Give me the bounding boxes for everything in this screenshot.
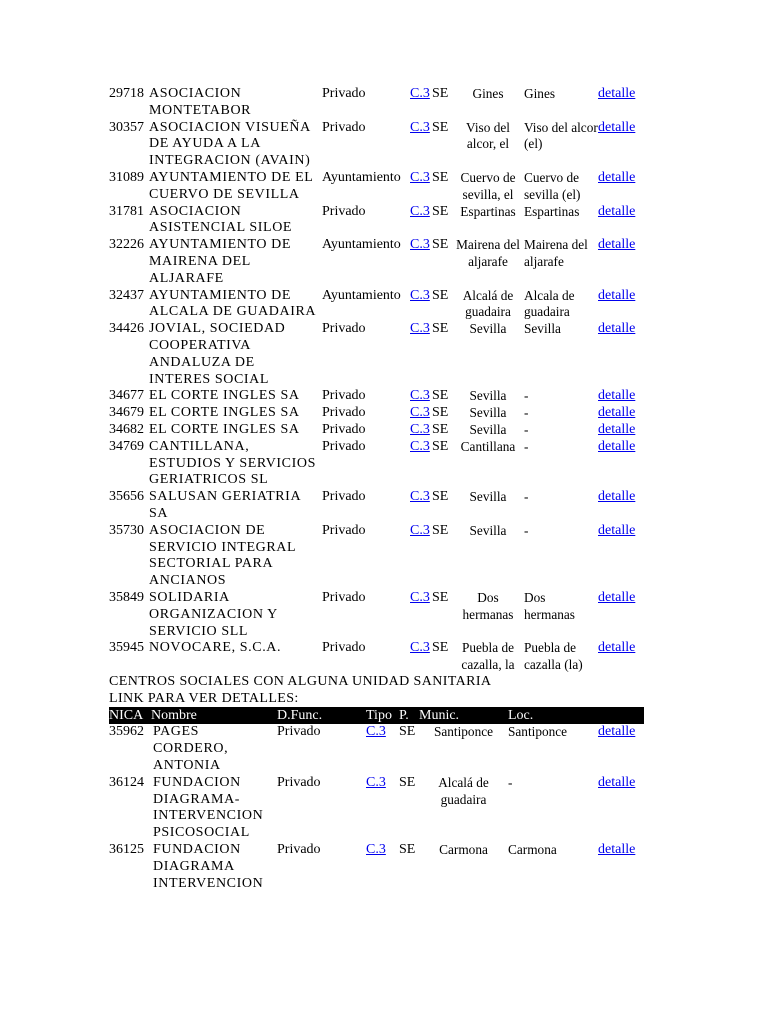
loc-cell: Viso del alcor (el)	[524, 119, 598, 152]
tipo-link[interactable]: C.3	[410, 203, 430, 219]
table-row	[109, 170, 644, 204]
detail-link[interactable]: detalle	[598, 388, 636, 404]
tipo-link-cell	[410, 439, 432, 489]
detail-link-cell	[598, 422, 644, 439]
tipo-link-cell	[366, 724, 399, 774]
tipo-link[interactable]: C.3	[410, 489, 430, 505]
name-cell: EL CORTE INGLES SA	[149, 388, 300, 404]
tipo-link-cell	[410, 86, 432, 120]
name-cell: FUNDACION DIAGRAMA-INTERVENCION PSICOSOCIAL	[153, 774, 264, 841]
prov-cell: SE	[432, 237, 449, 253]
detail-link[interactable]: detalle	[598, 86, 636, 101]
func-cell: Privado	[322, 388, 366, 404]
table-row	[109, 204, 644, 238]
loc-cell: Sevilla	[524, 321, 561, 337]
detail-link[interactable]: detalle	[598, 438, 636, 454]
nica-cell: 34426	[109, 321, 144, 337]
detail-link[interactable]: detalle	[598, 169, 636, 185]
table-row	[109, 405, 644, 422]
section-subheading: LINK PARA VER DETALLES:	[109, 690, 299, 706]
table-row	[109, 288, 644, 322]
func-cell: Privado	[322, 438, 366, 454]
prov-cell: SE	[432, 589, 449, 605]
nica-cell: 34682	[109, 421, 144, 437]
tipo-link[interactable]: C.3	[410, 522, 430, 538]
tipo-link[interactable]: C.3	[410, 321, 430, 337]
name-cell: ASOCIACION ASISTENCIAL SILOE	[149, 203, 293, 236]
detail-link-cell	[598, 321, 644, 388]
tipo-link-cell	[410, 120, 432, 170]
munic-cell: Cantillana	[460, 438, 516, 454]
name-cell: ASOCIACION VISUEÑA DE AYUDA A LA INTEGRACION (AVAIN)	[149, 119, 311, 169]
table-row	[109, 439, 644, 489]
func-cell: Privado	[277, 842, 321, 858]
tipo-link-cell	[410, 321, 432, 388]
func-cell: Ayuntamiento	[322, 287, 401, 303]
loc-cell: -	[524, 388, 529, 404]
detail-link[interactable]: detalle	[598, 724, 636, 740]
loc-cell: -	[524, 421, 529, 437]
prov-cell: SE	[399, 774, 416, 790]
tipo-link-cell	[410, 170, 432, 204]
nica-cell: 30357	[109, 119, 144, 135]
func-cell: Privado	[277, 774, 321, 790]
prov-cell: SE	[432, 388, 449, 404]
nica-cell: 35656	[109, 489, 144, 505]
func-cell: Privado	[322, 119, 366, 135]
name-cell: ASOCIACION MONTETABOR	[149, 86, 252, 118]
nica-cell: 31089	[109, 169, 144, 185]
prov-cell: SE	[432, 321, 449, 337]
loc-cell: Dos hermanas	[524, 589, 575, 622]
munic-cell: Puebla de cazalla, la	[461, 640, 515, 673]
munic-cell: Viso del alcor, el	[466, 119, 510, 152]
detail-link-cell	[598, 640, 644, 674]
func-cell: Privado	[322, 203, 366, 219]
tipo-link-cell	[366, 842, 399, 892]
loc-cell: Cuervo de sevilla (el)	[524, 169, 581, 202]
detail-link-cell	[598, 120, 644, 170]
prov-cell: SE	[432, 438, 449, 454]
munic-cell: Cuervo de sevilla, el	[460, 169, 516, 202]
func-cell: Privado	[322, 86, 366, 101]
detail-link-cell	[598, 388, 644, 405]
prov-cell: SE	[432, 169, 449, 185]
detail-link[interactable]: detalle	[598, 237, 636, 253]
detail-link-cell	[598, 489, 644, 523]
munic-cell: Sevilla	[469, 405, 507, 421]
detail-link-cell	[598, 288, 644, 322]
header-name: Nombre	[151, 707, 277, 724]
nica-cell: 34677	[109, 388, 144, 404]
func-cell: Privado	[322, 321, 366, 337]
tipo-link-cell	[366, 775, 399, 842]
name-cell: AYUNTAMIENTO DE EL CUERVO DE SEVILLA	[149, 169, 313, 202]
prov-cell: SE	[432, 86, 449, 101]
name-cell: PAGES CORDERO, ANTONIA	[153, 724, 229, 774]
nica-cell: 32226	[109, 237, 144, 253]
table-row	[109, 321, 644, 388]
nica-cell: 35945	[109, 640, 144, 656]
detail-link-cell	[598, 237, 644, 287]
detail-link[interactable]: detalle	[598, 287, 636, 303]
munic-cell: Mairena del aljarafe	[456, 237, 520, 269]
munic-cell: Espartinas	[460, 203, 516, 219]
loc-cell: Alcala de guadaira	[524, 287, 575, 320]
header-prov: P.	[399, 707, 419, 724]
loc-cell: Carmona	[508, 842, 557, 858]
munic-cell: Santiponce	[433, 724, 494, 740]
detail-link-cell	[598, 523, 644, 590]
header-munic: Munic.	[419, 707, 508, 724]
tipo-link[interactable]: C.3	[410, 405, 430, 421]
detail-link-cell	[598, 590, 644, 640]
nica-cell: 36124	[109, 774, 144, 790]
loc-cell: Puebla de cazalla (la)	[524, 640, 583, 673]
detail-link-cell	[598, 439, 644, 489]
func-cell: Ayuntamiento	[322, 237, 401, 253]
table-row	[109, 388, 644, 405]
name-cell: AYUNTAMIENTO DE ALCALA DE GUADAIRA	[149, 287, 317, 320]
detail-link-cell	[598, 170, 644, 204]
table-row	[109, 86, 644, 120]
detail-link-cell	[598, 842, 644, 892]
detail-link[interactable]: detalle	[598, 640, 636, 656]
loc-cell: Espartinas	[524, 203, 580, 219]
nica-cell: 34769	[109, 438, 144, 454]
nica-cell: 31781	[109, 203, 144, 219]
prov-cell: SE	[432, 640, 449, 656]
detail-link-cell	[598, 204, 644, 238]
detail-link[interactable]: detalle	[598, 421, 636, 437]
document-page	[109, 86, 644, 892]
header-func: D.Func.	[277, 707, 366, 724]
detail-link-cell	[598, 405, 644, 422]
tipo-link[interactable]: C.3	[366, 842, 386, 858]
table-row	[109, 237, 644, 287]
prov-cell: SE	[432, 203, 449, 219]
prov-cell: SE	[432, 119, 449, 135]
tipo-link[interactable]: C.3	[410, 388, 430, 404]
header-nica: NICA	[109, 707, 151, 724]
loc-cell: -	[524, 405, 529, 421]
table-row	[109, 120, 644, 170]
tipo-link[interactable]: C.3	[366, 774, 386, 790]
nica-cell: 34679	[109, 405, 144, 421]
tipo-link-cell	[410, 288, 432, 322]
tipo-link[interactable]: C.3	[410, 119, 430, 135]
header-detail	[598, 707, 644, 724]
prov-cell: SE	[432, 489, 449, 505]
centers-table	[109, 86, 644, 674]
table-row	[109, 523, 644, 590]
name-cell: JOVIAL, SOCIEDAD COOPERATIVA ANDALUZA DE INTERES SOCIAL	[149, 321, 286, 387]
name-cell: ASOCIACION DE SERVICIO INTEGRAL SECTORIAL PARA ANCIANOS	[149, 522, 296, 589]
detail-link[interactable]: detalle	[598, 321, 636, 337]
table-row	[109, 489, 644, 523]
tipo-link[interactable]: C.3	[410, 86, 430, 101]
tipo-link[interactable]: C.3	[410, 421, 430, 437]
nica-cell: 36125	[109, 842, 144, 858]
detail-link[interactable]: detalle	[598, 522, 636, 538]
tipo-link-cell	[410, 405, 432, 422]
header-loc: Loc.	[508, 707, 598, 724]
tipo-link-cell	[410, 523, 432, 590]
table-row	[109, 842, 644, 892]
name-cell: EL CORTE INGLES SA	[149, 421, 300, 437]
func-cell: Ayuntamiento	[322, 169, 401, 185]
table-row	[109, 422, 644, 439]
name-cell: CANTILLANA, ESTUDIOS Y SERVICIOS GERIATRICOS SL	[149, 438, 316, 488]
nica-cell: 29718	[109, 86, 144, 101]
detail-link-cell	[598, 724, 644, 774]
munic-cell: Carmona	[439, 842, 488, 858]
tipo-link[interactable]: C.3	[410, 237, 430, 253]
prov-cell: SE	[432, 405, 449, 421]
func-cell: Privado	[322, 640, 366, 656]
munic-cell: Sevilla	[469, 388, 507, 404]
tipo-link-cell	[410, 204, 432, 238]
table-row	[109, 640, 644, 674]
sanitary-centers-table	[109, 707, 644, 892]
detail-link[interactable]: detalle	[598, 489, 636, 505]
tipo-link-cell	[410, 489, 432, 523]
munic-cell: Gines	[472, 86, 504, 101]
nica-cell: 35962	[109, 724, 144, 740]
tipo-link-cell	[410, 237, 432, 287]
name-cell: NOVOCARE, S.C.A.	[149, 640, 282, 656]
tipo-link-cell	[410, 640, 432, 674]
munic-cell: Sevilla	[469, 321, 507, 337]
tipo-link[interactable]: C.3	[410, 169, 430, 185]
tipo-link-cell	[410, 422, 432, 439]
name-cell: EL CORTE INGLES SA	[149, 405, 300, 421]
func-cell: Privado	[322, 489, 366, 505]
table-row	[109, 590, 644, 640]
prov-cell: SE	[399, 724, 416, 740]
munic-cell: Sevilla	[469, 522, 507, 538]
munic-cell: Sevilla	[469, 421, 507, 437]
prov-cell: SE	[432, 522, 449, 538]
detail-link-cell	[598, 775, 644, 842]
prov-cell: SE	[432, 287, 449, 303]
func-cell: Privado	[322, 421, 366, 437]
nica-cell: 35730	[109, 522, 144, 538]
header-tipo: Tipo	[366, 707, 399, 724]
name-cell: SALUSAN GERIATRIA SA	[149, 489, 301, 521]
loc-cell: -	[524, 522, 529, 538]
munic-cell: Alcalá de guadaira	[438, 774, 489, 807]
func-cell: Privado	[277, 724, 321, 740]
tipo-link[interactable]: C.3	[410, 287, 430, 303]
table-row	[109, 775, 644, 842]
loc-cell: -	[524, 438, 529, 454]
func-cell: Privado	[322, 405, 366, 421]
detail-link[interactable]: detalle	[598, 119, 636, 135]
detail-link[interactable]: detalle	[598, 774, 636, 790]
detail-link-cell	[598, 86, 644, 120]
name-cell: AYUNTAMIENTO DE MAIRENA DEL ALJARAFE	[149, 237, 292, 286]
func-cell: Privado	[322, 589, 366, 605]
detail-link[interactable]: detalle	[598, 405, 636, 421]
loc-cell: Gines	[524, 86, 556, 101]
sanitary-centers-table-body	[109, 724, 644, 892]
section-heading: CENTROS SOCIALES CON ALGUNA UNIDAD SANITARIA	[109, 673, 492, 689]
prov-cell: SE	[432, 421, 449, 437]
munic-cell: Sevilla	[469, 489, 507, 505]
nica-cell: 35849	[109, 589, 144, 605]
tipo-link[interactable]: C.3	[410, 589, 430, 605]
munic-cell: Alcalá de guadaira	[462, 287, 514, 320]
name-cell: FUNDACION DIAGRAMA INTERVENCION	[153, 842, 264, 891]
centers-table-body	[109, 86, 644, 674]
table-header-row	[109, 707, 644, 724]
tipo-link[interactable]: C.3	[410, 640, 430, 656]
prov-cell: SE	[399, 842, 416, 858]
table-row	[109, 724, 644, 774]
tipo-link-cell	[410, 388, 432, 405]
detail-link[interactable]: detalle	[598, 203, 636, 219]
loc-cell: -	[524, 489, 529, 505]
tipo-link[interactable]: C.3	[366, 724, 386, 740]
loc-cell: -	[508, 774, 513, 790]
detail-link[interactable]: detalle	[598, 589, 636, 605]
tipo-link-cell	[410, 590, 432, 640]
loc-cell: Santiponce	[508, 724, 568, 740]
nica-cell: 32437	[109, 287, 144, 303]
name-cell: SOLIDARIA ORGANIZACION Y SERVICIO SLL	[149, 589, 278, 639]
detail-link[interactable]: detalle	[598, 842, 636, 858]
munic-cell: Dos hermanas	[462, 589, 514, 622]
tipo-link[interactable]: C.3	[410, 438, 430, 454]
func-cell: Privado	[322, 522, 366, 538]
loc-cell: Mairena del aljarafe	[524, 237, 588, 269]
